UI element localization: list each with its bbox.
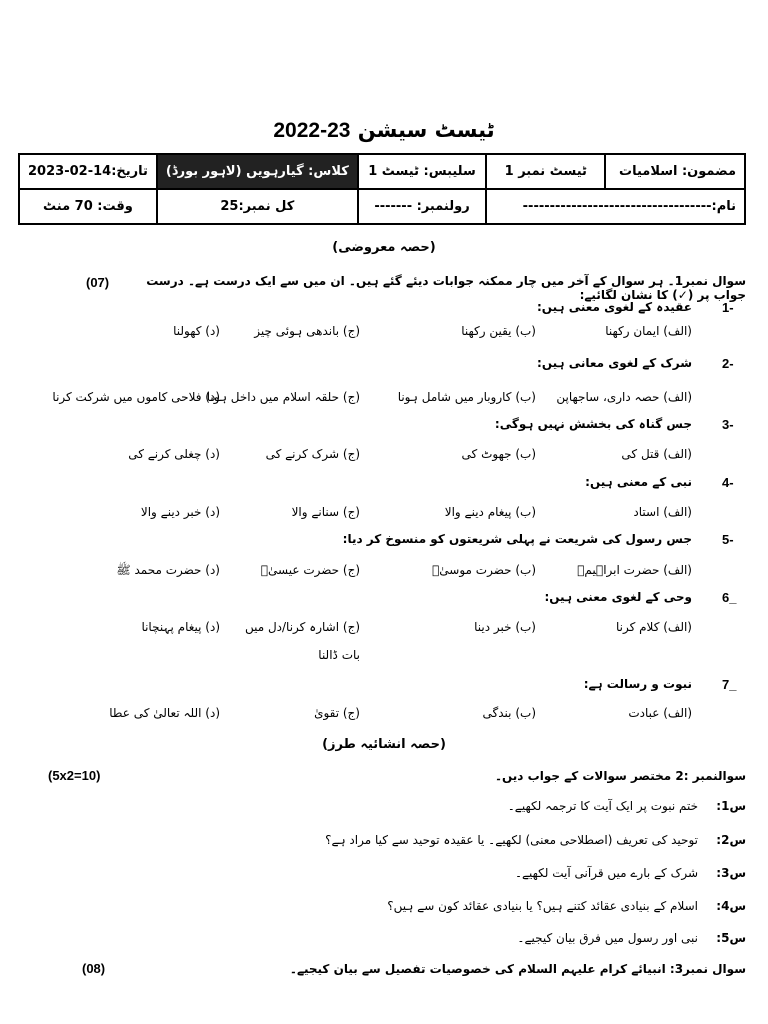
total-marks-cell: کل نمبر:25 (157, 189, 358, 224)
roll-number-field[interactable]: رولنمبر: ------- (358, 189, 486, 224)
mcq-option: (د) چغلی کرنے کی (128, 447, 220, 461)
mcq-option: (د) حضرت محمد ﷺ (116, 563, 220, 577)
mcq-option: (ب) بندگی (482, 706, 536, 720)
mcq-option: (الف) قتل کی (621, 447, 692, 461)
mcq-option: (الف) کلام کرنا (615, 620, 692, 634)
mcq-option: (ج) حلقہ اسلام میں داخل ہونا (206, 390, 360, 404)
mcq-stem: شرک کے لغوی معانی ہیں: (537, 356, 692, 370)
time-cell: وقت: 70 منٹ (19, 189, 157, 224)
mcq-option: (د) فلاحی کاموں میں شرکت کرنا (52, 390, 220, 404)
short-question-text: اسلام کے بنیادی عقائد کتنے ہیں؟ یا بنیادی عقائد کون سے ہیں؟ (387, 899, 698, 913)
q1-marks: (07) (86, 275, 110, 290)
short-question-text: ختم نبوت پر ایک آیت کا ترجمہ لکھیے۔ (507, 799, 698, 813)
header-table (18, 153, 746, 225)
class-cell: کلاس: گیارہویں (لاہور بورڈ) (157, 154, 358, 189)
q3-instruction: سوال نمبر3: انبیائے کرام علیہم السلام کی خصوصیات تفصیل سے بیان کیجیے۔ (289, 962, 746, 976)
short-question-number: س2: (716, 833, 746, 847)
page-title (0, 118, 768, 143)
mcq-option: (ب) خبر دینا (474, 620, 536, 634)
mcq-option: (ب) کاروبار میں شامل ہونا (397, 390, 536, 404)
mcq-option: (الف) حصہ داری، ساجھاپن (556, 390, 692, 404)
mcq-number: 2- (722, 356, 734, 371)
title-year: 2022-23 (273, 119, 351, 142)
mcq-stem: نبی کے معنی ہیں: (585, 475, 692, 489)
mcq-option: (ب) یقین رکھنا (461, 324, 536, 338)
mcq-number: 3- (722, 417, 734, 432)
q3-marks: (08) (82, 961, 106, 976)
test-number-cell: ٹیسٹ نمبر 1 (486, 154, 605, 189)
mcq-number: 4- (722, 475, 734, 490)
mcq-number: 5- (722, 532, 734, 547)
mcq-option: (ج) سنانے والا (291, 505, 360, 519)
mcq-option: (د) اللہ تعالیٰ کی عطا (109, 706, 220, 720)
mcq-option: (د) خبر دینے والا (140, 505, 220, 519)
short-question-number: س5: (716, 931, 746, 945)
mcq-number: 6_ (722, 590, 737, 605)
mcq-option: (ب) جھوٹ کی (461, 447, 536, 461)
mcq-option: (د) کھولنا (173, 324, 220, 338)
short-question-number: س3: (716, 866, 746, 880)
mcq-number: 1- (722, 300, 734, 315)
mcq-option: (ب) حضرت موسیٰؑ (432, 563, 536, 577)
q2-instruction: سوالنمبر :2 مختصر سوالات کے جواب دیں۔ (494, 769, 746, 783)
short-question-text: نبی اور رسول میں فرق بیان کیجیے۔ (517, 931, 698, 945)
mcq-option: (ج) باندھی ہوئی چیز (254, 324, 360, 338)
title-urdu: ٹیسٹ سیشن (357, 118, 495, 142)
mcq-option: (ج) اشارہ کرنا/دل میں (244, 620, 360, 634)
mcq-stem: نبوت و رسالت ہے: (583, 677, 692, 691)
q2-marks: (5x2=10) (48, 768, 101, 783)
mcq-stem: جس گناہ کی بخشش نہیں ہوگی: (494, 417, 692, 431)
syllabus-cell: سلیبس: ٹیسٹ 1 (358, 154, 486, 189)
mcq-stem: وحی کے لغوی معنی ہیں: (544, 590, 692, 604)
mcq-option: (ج) حضرت عیسیٰؑ (260, 563, 360, 577)
subject-cell: مضمون: اسلامیات (605, 154, 745, 189)
short-question-number: س1: (716, 799, 746, 813)
mcq-option: (الف) استاد (633, 505, 692, 519)
short-question-number: س4: (716, 899, 746, 913)
subjective-section-heading: (حصہ انشائیہ طرز) (322, 737, 446, 752)
mcq-option: (ج) شرک کرنے کی (265, 447, 360, 461)
mcq-option: (الف) عبادت (628, 706, 692, 720)
short-question-text: شرک کے بارے میں قرآنی آیت لکھیے۔ (514, 866, 698, 880)
name-field[interactable]: نام:----------------------------------- (486, 189, 745, 224)
mcq-option: (د) پیغام پہنچانا (141, 620, 220, 634)
mcq-number: 7_ (722, 677, 737, 692)
mcq-option: (الف) حضرت ابراہیمؑ (577, 563, 692, 577)
q1-instruction: سوال نمبر1۔ ہر سوال کے آخر میں چار ممکنہ جوابات دیئے گئے ہیں۔ ان میں سے ایک درست ہے۔ درست جواب پر (✓) کا نشان لگائیے: (146, 274, 746, 302)
mcq-stem: عقیدہ کے لغوی معنی ہیں: (537, 300, 692, 314)
mcq-stem: جس رسول کی شریعت نے پہلی شریعتوں کو منسوخ کر دیا: (342, 532, 692, 546)
mcq-option: (الف) ایمان رکھنا (605, 324, 692, 338)
mcq-option-continuation: بات ڈالنا (318, 648, 360, 662)
date-cell: تاریخ:14-02-2023 (19, 154, 157, 189)
mcq-option: (ج) تقویٰ (314, 706, 360, 720)
mcq-option: (ب) پیغام دینے والا (444, 505, 536, 519)
objective-section-heading: (حصہ معروضی) (332, 240, 436, 255)
short-question-text: توحید کی تعریف (اصطلاحی معنی) لکھیے۔ یا عقیدہ توحید سے کیا مراد ہے؟ (325, 833, 698, 847)
